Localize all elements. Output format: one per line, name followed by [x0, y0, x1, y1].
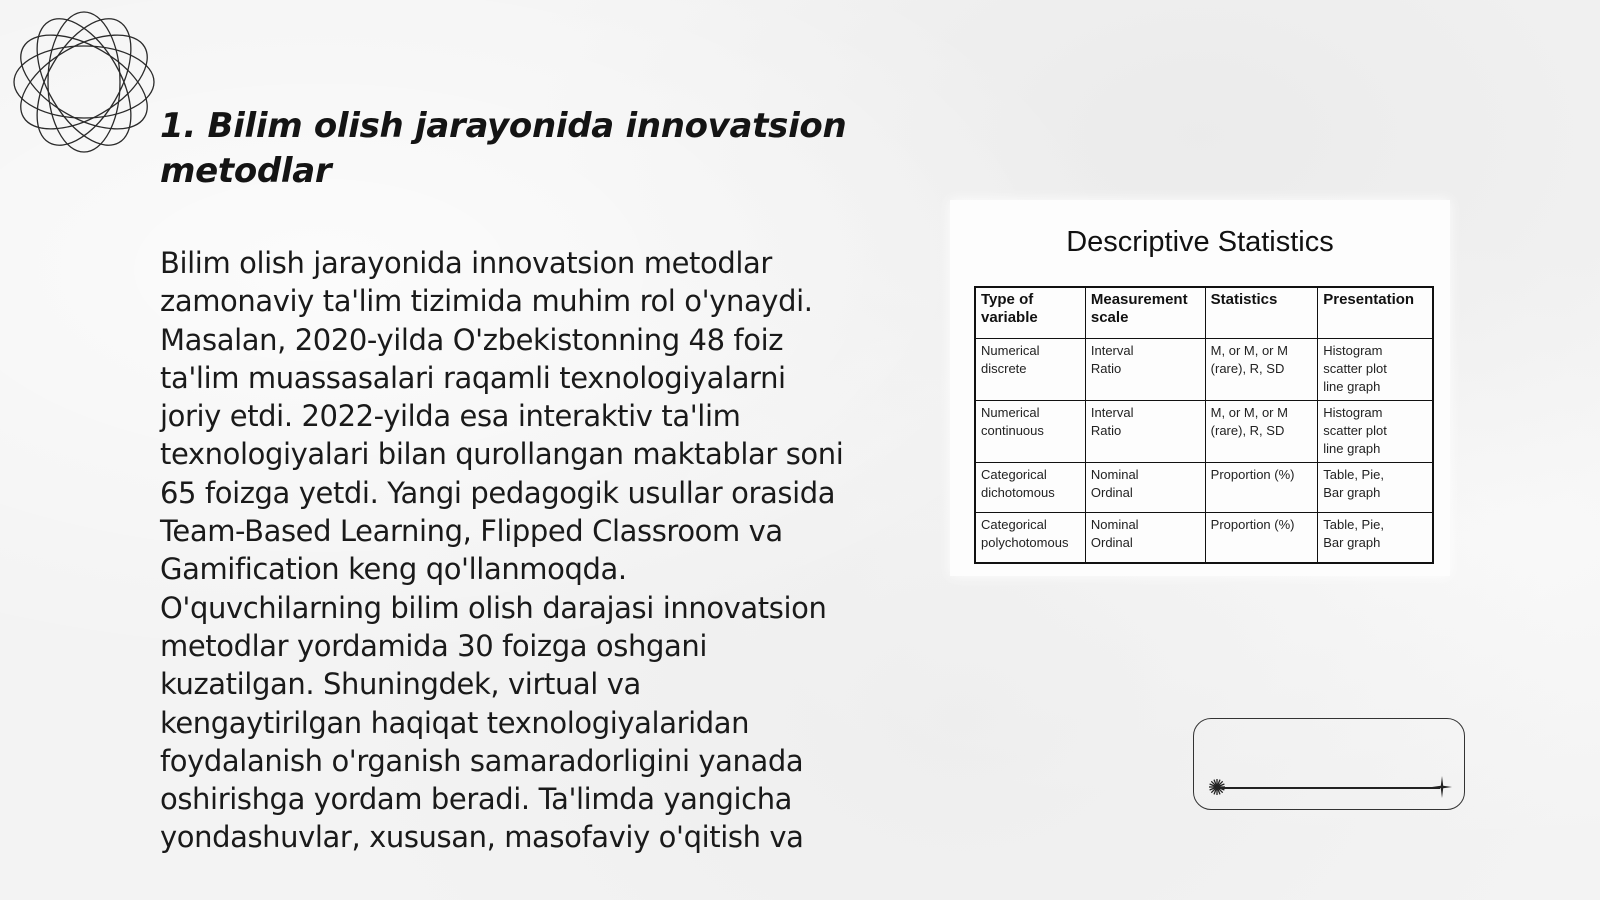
- header-presentation: Presentation: [1318, 287, 1433, 339]
- table-row: [975, 463, 1433, 513]
- header-statistics: Statistics: [1205, 287, 1318, 339]
- cell-line: Interval: [1090, 405, 1134, 420]
- cell-statistics: [1205, 401, 1318, 463]
- cell-presentation: [1318, 339, 1433, 401]
- cell-line: Histogram: [1323, 343, 1383, 358]
- cell-line: Ordinal: [1090, 535, 1133, 550]
- cell-type: [975, 463, 1085, 513]
- decorative-slider-frame: [1193, 718, 1465, 810]
- cell-line: Ratio: [1090, 423, 1122, 438]
- cell-line: dichotomous: [981, 485, 1055, 500]
- slider-track: [1216, 787, 1440, 789]
- cell-line: Numerical: [981, 405, 1040, 420]
- cell-scale: [1085, 339, 1205, 401]
- statistics-table: [974, 286, 1434, 564]
- body-paragraph: Bilim olish jarayonida innovatsion metodlar zamonaviy ta'lim tizimida muhim rol o'ynaydi. Masalan, 2020-yilda O'zbekistonning 48 foiz ta'lim muassasalari raqamli texnologiyalarni joriy etdi. 2022-yilda esa interaktiv ta'lim texnologiyalari bilan qurollangan maktablar soni 65 foizga yetdi. Yangi pedagogik usullar orasida Team-Based Learning, Flipped Classroom va Gamification keng qo'llanmoqda. O'quvchilarning bilim olish darajasi innovatsion metodlar yordamida 30 foizga oshgani kuzatilgan. Shuningdek, virtual va kengaytirilgan haqiqat texnologiyalaridan foydalanish o'rganish samaradorligini yanada oshirishga yordam beradi. Ta'limda yangicha yondashuvlar, xususan, masofaviy o'qitish va: [160, 246, 844, 855]
- cell-presentation: [1318, 463, 1433, 513]
- cell-statistics: [1205, 463, 1318, 513]
- cell-line: M, or M, or M: [1210, 405, 1288, 420]
- cell-line: discrete: [981, 361, 1027, 376]
- cell-type: [975, 339, 1085, 401]
- cell-statistics: [1205, 513, 1318, 564]
- statistics-figure: [950, 200, 1450, 576]
- cell-line: Ratio: [1090, 361, 1122, 376]
- cell-line: scatter plot: [1323, 361, 1387, 376]
- cell-presentation: [1318, 401, 1433, 463]
- header-type: Type of variable: [975, 287, 1085, 339]
- cell-line: Interval: [1090, 343, 1134, 358]
- cell-line: Table, Pie,: [1323, 517, 1384, 532]
- cell-line: (rare), R, SD: [1210, 361, 1285, 376]
- cell-line: M, or M, or M: [1210, 343, 1288, 358]
- sparkle-icon: [1431, 775, 1453, 799]
- cell-line: Nominal: [1090, 517, 1139, 532]
- cell-line: Proportion (%): [1210, 517, 1295, 532]
- cell-line: Proportion (%): [1210, 467, 1295, 482]
- circle-rosette-icon: [10, 8, 158, 156]
- table-row: [975, 339, 1433, 401]
- slide-title: 1. Bilim olish jarayonida innovatsion metodlar: [160, 106, 847, 191]
- table-row: [975, 513, 1433, 564]
- cell-scale: [1085, 513, 1205, 564]
- cell-line: line graph: [1323, 441, 1381, 456]
- cell-line: Categorical: [981, 467, 1047, 482]
- cell-line: Table, Pie,: [1323, 467, 1384, 482]
- cell-type: [975, 401, 1085, 463]
- cell-line: polychotomous: [981, 535, 1069, 550]
- cell-type: [975, 513, 1085, 564]
- cell-scale: [1085, 463, 1205, 513]
- cell-line: Bar graph: [1323, 535, 1381, 550]
- figure-title: Descriptive Statistics: [1066, 226, 1334, 258]
- cell-line: line graph: [1323, 379, 1381, 394]
- header-scale: Measurement scale: [1085, 287, 1205, 339]
- cell-line: Categorical: [981, 517, 1047, 532]
- cell-scale: [1085, 401, 1205, 463]
- cell-statistics: [1205, 339, 1318, 401]
- cell-line: Numerical: [981, 343, 1040, 358]
- cell-line: Histogram: [1323, 405, 1383, 420]
- table-header-row: [975, 287, 1433, 339]
- cell-presentation: [1318, 513, 1433, 564]
- cell-line: Bar graph: [1323, 485, 1381, 500]
- cell-line: Nominal: [1090, 467, 1139, 482]
- starburst-icon: [1207, 777, 1227, 797]
- table-row: [975, 401, 1433, 463]
- cell-line: (rare), R, SD: [1210, 423, 1285, 438]
- cell-line: scatter plot: [1323, 423, 1387, 438]
- cell-line: Ordinal: [1090, 485, 1133, 500]
- cell-line: continuous: [981, 423, 1044, 438]
